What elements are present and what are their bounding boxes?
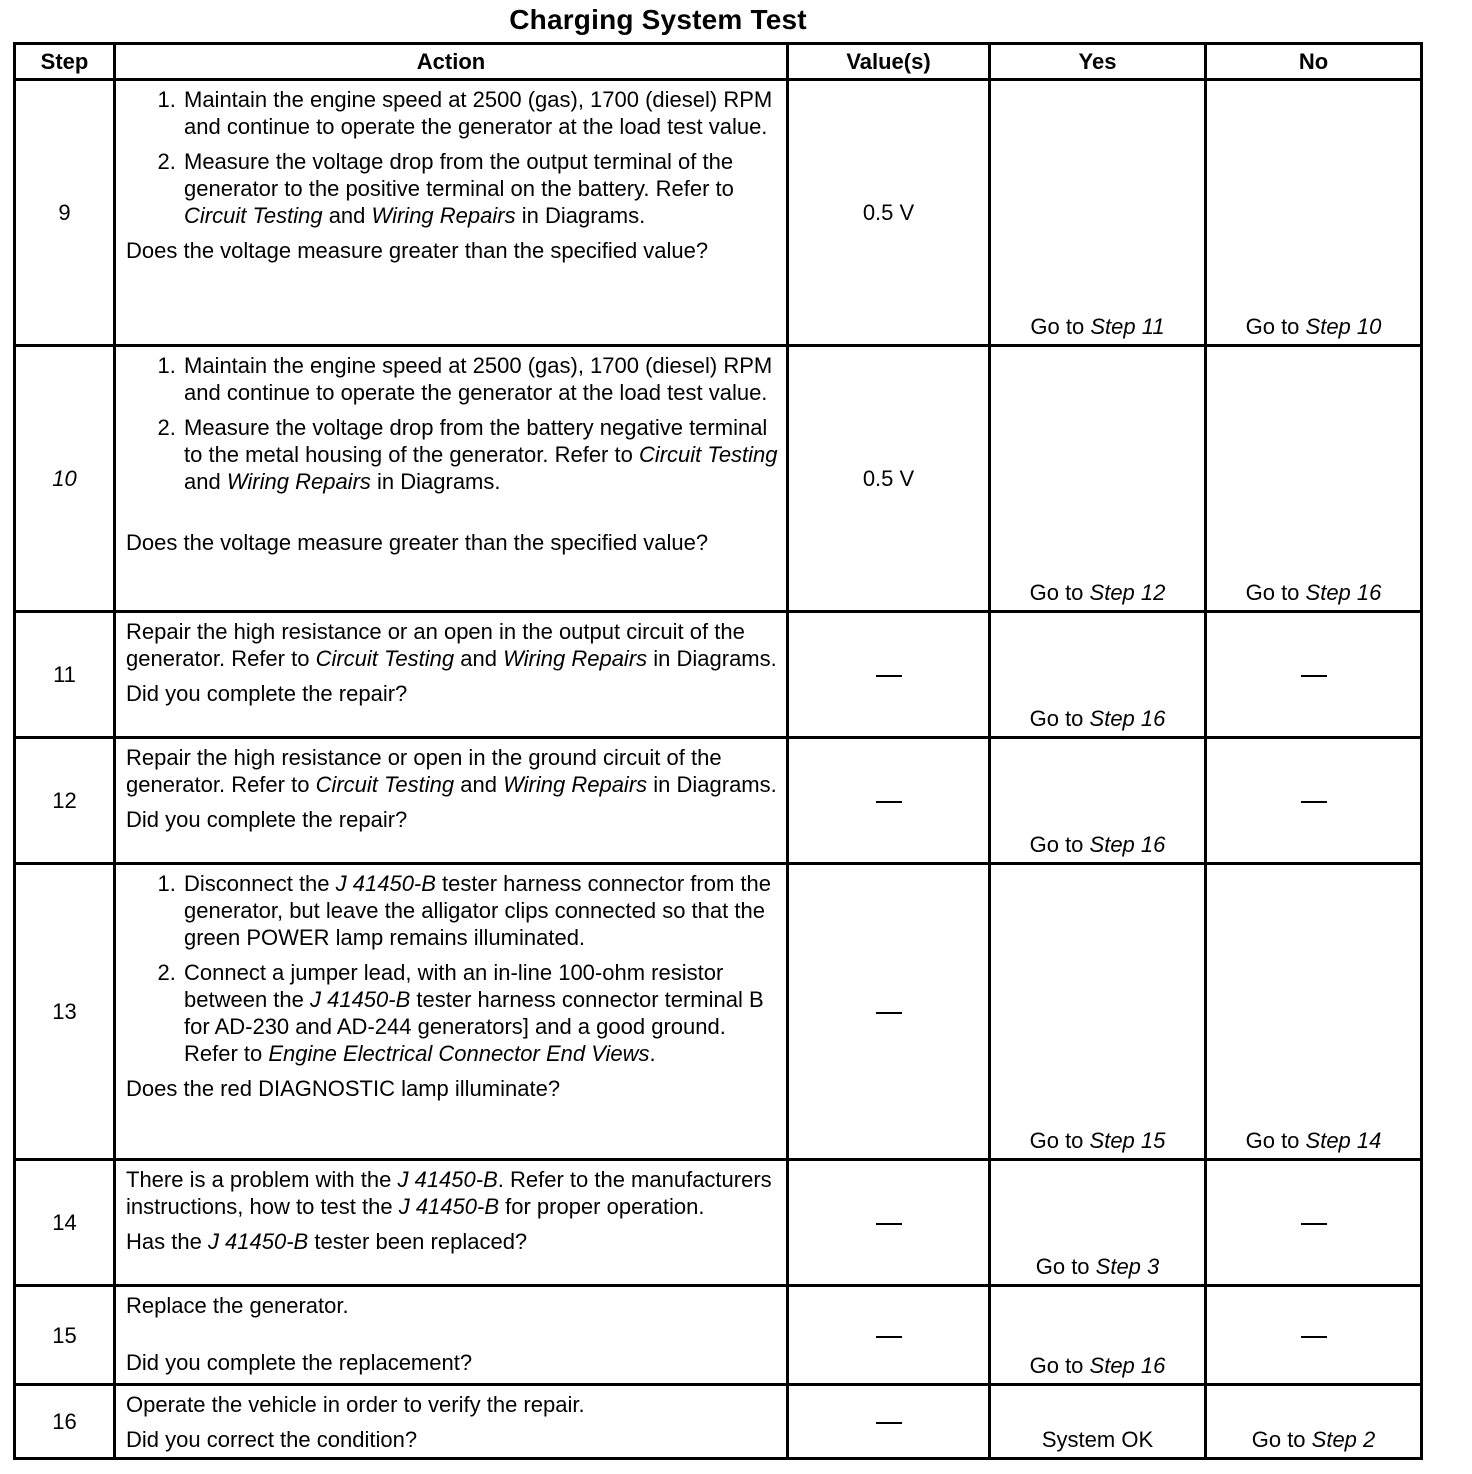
table-header-row [15,44,1422,80]
table-row-step-11 [15,612,1422,738]
action-list [126,352,778,495]
dash-mark [876,801,902,803]
dash-mark [876,1223,902,1225]
table-row-step-15 [15,1286,1422,1385]
no-cell: Go to Step 10 [1206,80,1422,346]
header-no: No [1206,44,1422,80]
action-text: Repair the high resistance or open in the ground circuit of the generator. Refer to Circuit Testing and Wiring Repairs in Diagrams. [126,745,777,797]
action-question: Does the voltage measure greater than the specified value? [126,238,709,263]
yes-step-link: Step 16 [1089,706,1166,731]
dash-mark [876,1012,902,1014]
no-step-link: Step 2 [1311,1427,1376,1452]
step-number: 16 [15,1385,115,1459]
value-cell [788,1385,990,1459]
step-number: 9 [15,80,115,346]
step-number: 13 [15,864,115,1160]
no-cell: Go to Step 2 [1206,1385,1422,1459]
action-question: Did you complete the repair? [126,681,408,706]
table-row-step-13 [15,864,1422,1160]
dash-mark [876,675,902,677]
no-step-link: Step 10 [1305,314,1382,339]
header-action: Action [115,44,788,80]
action-question: Does the red DIAGNOSTIC lamp illuminate? [126,1076,561,1101]
dash-mark [1301,1223,1327,1225]
yes-cell: Go to Step 15 [990,864,1206,1160]
action-item: 2. Measure the voltage drop from the output terminal of the generator to the positive terminal on the battery. Refer to Circuit Testing and Wiring Repairs in Diagrams. [182,148,778,229]
value-cell [788,864,990,1160]
charging-system-test-table [13,42,1423,1460]
action-cell [115,1160,788,1286]
page-title: Charging System Test [509,4,807,35]
step-number: 11 [15,612,115,738]
yes-cell: Go to Step 3 [990,1160,1206,1286]
no-cell: Go to Step 16 [1206,346,1422,612]
dash-mark [1301,675,1327,677]
value-cell [788,1160,990,1286]
yes-cell: Go to Step 16 [990,1286,1206,1385]
yes-cell: Go to Step 12 [990,346,1206,612]
dash-mark [876,1336,902,1338]
table-row-step-12 [15,738,1422,864]
action-item: 2. Measure the voltage drop from the battery negative terminal to the metal housing of the generator. Refer to Circuit Testing and Wiring Repairs in Diagrams. [182,414,778,495]
action-question: Did you correct the condition? [126,1427,418,1452]
value-cell: 0.5 V [788,346,990,612]
yes-step-link: Step 16 [1089,1353,1166,1378]
no-step-link: Step 14 [1305,1128,1382,1153]
yes-step-link: Step 3 [1095,1254,1160,1279]
action-text: Replace the generator. [126,1293,349,1318]
no-cell [1206,612,1422,738]
action-list [126,86,778,229]
yes-step-link: Step 16 [1089,832,1166,857]
action-text: Repair the high resistance or an open in the output circuit of the generator. Refer to Circuit Testing and Wiring Repairs in Diagrams. [126,619,777,671]
step-number: 14 [15,1160,115,1286]
step-number: 10 [15,346,115,612]
no-cell [1206,738,1422,864]
action-text: Operate the vehicle in order to verify the repair. [126,1392,585,1417]
action-item: 1. Maintain the engine speed at 2500 (gas), 1700 (diesel) RPM and continue to operate the generator at the load test value. [182,86,778,140]
yes-cell: Go to Step 16 [990,612,1206,738]
header-yes: Yes [990,44,1206,80]
yes-step-link: Step 11 [1090,314,1165,339]
action-cell [115,612,788,738]
no-cell [1206,1286,1422,1385]
action-cell [115,346,788,612]
action-question: Did you complete the repair? [126,807,408,832]
dash-mark [1301,801,1327,803]
action-item: 1. Maintain the engine speed at 2500 (gas), 1700 (diesel) RPM and continue to operate the generator at the load test value. [182,352,778,406]
step-number: 15 [15,1286,115,1385]
header-step: Step [15,44,115,80]
action-list [126,870,778,1067]
action-cell [115,864,788,1160]
table-row-step-14 [15,1160,1422,1286]
yes-cell: System OK [990,1385,1206,1459]
value-cell [788,612,990,738]
no-step-link: Step 16 [1305,580,1382,605]
dash-mark [876,1422,902,1424]
action-question: Has the J 41450-B tester been replaced? [126,1229,528,1254]
no-cell: Go to Step 14 [1206,864,1422,1160]
action-cell [115,80,788,346]
yes-step-link: Step 12 [1089,580,1166,605]
action-question: Did you complete the replacement? [126,1350,473,1375]
value-cell [788,738,990,864]
yes-step-link: Step 15 [1089,1128,1166,1153]
yes-cell: Go to Step 16 [990,738,1206,864]
dash-mark [1301,1336,1327,1338]
table-row-step-9 [15,80,1422,346]
action-text: There is a problem with the J 41450-B. Refer to the manufacturers instructions, how to test the J 41450-B for proper operation. [126,1167,772,1219]
value-cell [788,1286,990,1385]
yes-cell: Go to Step 11 [990,80,1206,346]
action-cell [115,738,788,864]
action-item: 1. Disconnect the J 41450-B tester harness connector from the generator, but leave the alligator clips connected so that the green POWER lamp remains illuminated. [182,870,778,951]
action-item: 2. Connect a jumper lead, with an in-line 100-ohm resistor between the J 41450-B tester harness connector terminal B for AD-230 and AD-244 generators] and a good ground. Refer to Engine Electrical Connector End Views. [182,959,778,1067]
action-cell [115,1385,788,1459]
header-values: Value(s) [788,44,990,80]
action-cell [115,1286,788,1385]
table-row-step-16 [15,1385,1422,1459]
value-cell: 0.5 V [788,80,990,346]
step-number: 12 [15,738,115,864]
no-cell [1206,1160,1422,1286]
table-row-step-10 [15,346,1422,612]
action-question: Does the voltage measure greater than the specified value? [126,530,709,555]
